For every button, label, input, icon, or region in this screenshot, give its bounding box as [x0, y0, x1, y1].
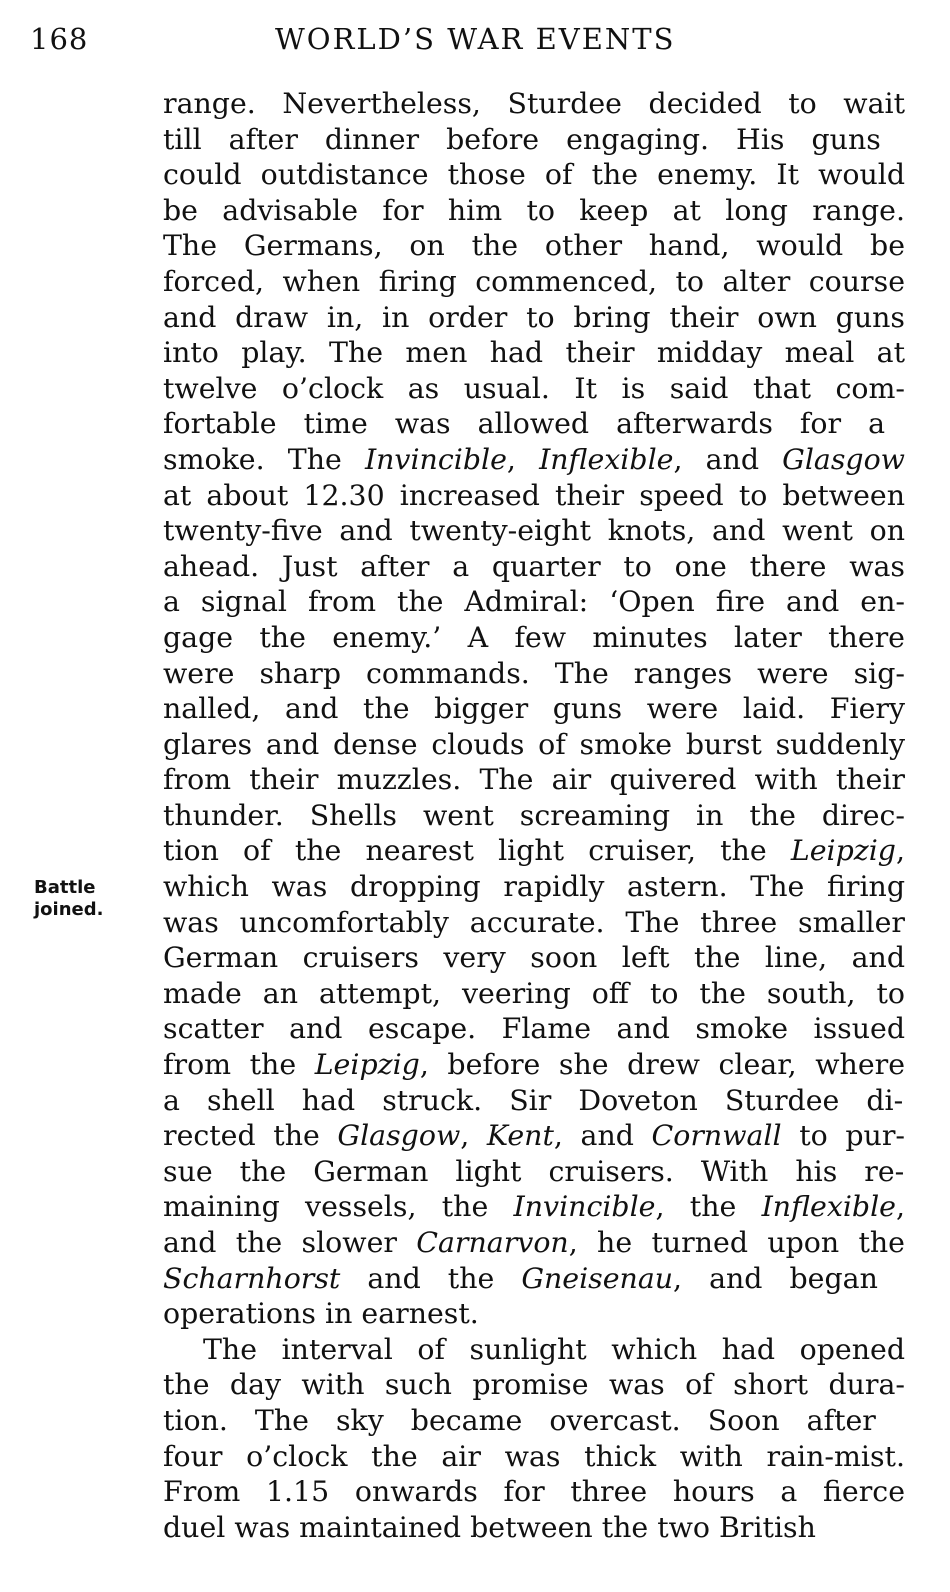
body-text	[163, 86, 905, 1545]
text-line: from their muzzles. The air quivered with their	[163, 763, 905, 797]
text-line: at about 12.30 increased their speed to between	[163, 478, 905, 512]
text-line: The interval of sunlight which had opened	[203, 1332, 905, 1366]
text-line: into play. The men had their midday meal at	[163, 336, 905, 370]
margin-note	[34, 877, 144, 921]
text-line: could outdistance those of the enemy. It would	[163, 158, 905, 192]
page-header	[30, 14, 910, 64]
text-line: glares and dense clouds of smoke burst suddenly	[163, 727, 905, 761]
text-line: and draw in, in order to bring their own guns	[163, 300, 905, 334]
text-line: scatter and escape. Flame and smoke issued	[163, 1012, 905, 1046]
text-line: maining vessels, the Invincible, the Inflexible,	[163, 1190, 905, 1224]
text-line: was uncomfortably accurate. The three smaller	[163, 905, 905, 939]
text-line: which was dropping rapidly astern. The firing	[163, 870, 905, 904]
text-line: a signal from the Admiral: ‘Open fire and en-	[163, 585, 905, 619]
text-line: ahead. Just after a quarter to one there was	[163, 549, 905, 583]
text-line: twenty-five and twenty-eight knots, and went on	[163, 514, 905, 548]
text-line: operations in earnest.	[163, 1297, 479, 1331]
text-line: duel was maintained between the two British	[163, 1510, 816, 1544]
margin-note-line: joined.	[34, 899, 104, 920]
text-line: rected the Glasgow, Kent, and Cornwall to pur-	[163, 1119, 905, 1153]
text-line: tion. The sky became overcast. Soon after	[163, 1403, 876, 1437]
text-line: a shell had struck. Sir Doveton Sturdee di-	[163, 1083, 904, 1117]
text-line: made an attempt, veering off to the south, to	[163, 976, 905, 1010]
text-line: The Germans, on the other hand, would be	[163, 229, 905, 263]
text-line: smoke. The Invincible, Inflexible, and Glasgow	[163, 442, 905, 476]
text-line: and the slower Carnarvon, he turned upon the	[163, 1226, 905, 1259]
text-line: nalled, and the bigger guns were laid. Fiery	[163, 692, 905, 726]
text-line: tion of the nearest light cruiser, the Leipzig,	[163, 834, 905, 868]
text-line: the day with such promise was of short dura-	[163, 1368, 905, 1402]
text-line: twelve o’clock as usual. It is said that com-	[163, 371, 905, 405]
text-line: German cruisers very soon left the line, and	[163, 941, 905, 975]
text-line: gage the enemy.’ A few minutes later there	[163, 620, 905, 654]
text-line: sue the German light cruisers. With his re-	[163, 1154, 905, 1188]
margin-note-line: Battle	[34, 877, 96, 898]
text-line: thunder. Shells went screaming in the direc-	[163, 798, 905, 832]
text-line: forced, when firing commenced, to alter course	[163, 264, 905, 298]
text-line: from the Leipzig, before she drew clear, where	[163, 1048, 905, 1082]
text-line: fortable time was allowed afterwards for a	[163, 407, 886, 441]
text-line: range. Nevertheless, Sturdee decided to wait	[163, 87, 905, 120]
text-line: From 1.15 onwards for three hours a fierce	[163, 1475, 905, 1509]
page-number: 168	[30, 22, 89, 56]
text-line: four o’clock the air was thick with rain-mist.	[163, 1439, 905, 1473]
text-line: were sharp commands. The ranges were sig-	[163, 656, 905, 690]
text-line: be advisable for him to keep at long range.	[163, 193, 905, 227]
text-line: till after dinner before engaging. His guns	[163, 122, 881, 156]
running-head: WORLD’S WAR EVENTS	[275, 22, 676, 56]
text-line: Scharnhorst and the Gneisenau, and began	[163, 1261, 878, 1295]
